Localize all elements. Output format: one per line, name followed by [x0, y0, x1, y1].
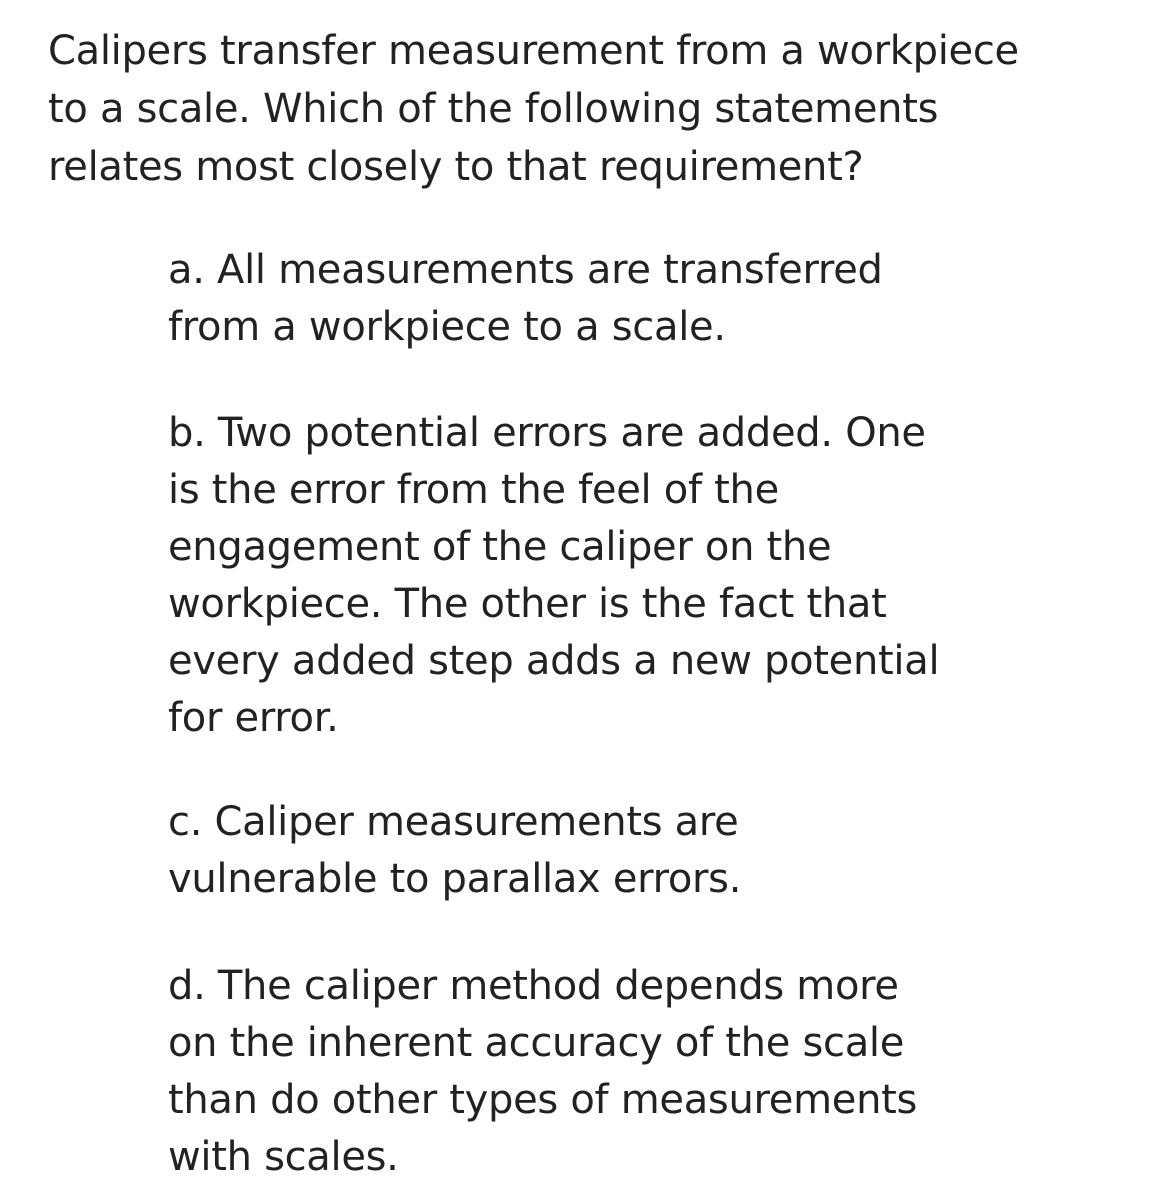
question-text	[48, 22, 1148, 196]
option-c-line: c. Caliper measurements are	[168, 799, 739, 845]
option-d-line: d. The caliper method depends more	[168, 963, 899, 1009]
question-line: Calipers transfer measurement from a workpiece	[48, 28, 1019, 74]
option-b-line: workpiece. The other is the fact that	[168, 581, 887, 627]
option-d[interactable]	[168, 958, 917, 1186]
option-b-line: for error.	[168, 695, 339, 741]
question-line: to a scale. Which of the following statements	[48, 86, 939, 132]
option-b-line: is the error from the feel of the	[168, 467, 779, 513]
option-d-line: on the inherent accuracy of the scale	[168, 1020, 905, 1066]
option-d-line: than do other types of measurements	[168, 1077, 918, 1123]
option-c[interactable]	[168, 794, 741, 908]
question-line: relates most closely to that requirement?	[48, 144, 864, 190]
option-a[interactable]	[168, 242, 883, 356]
option-a-line: a. All measurements are transferred	[168, 247, 883, 293]
option-b-line: b. Two potential errors are added. One	[168, 410, 926, 456]
option-b[interactable]	[168, 405, 939, 747]
option-d-line: with scales.	[168, 1134, 399, 1180]
option-b-line: engagement of the caliper on the	[168, 524, 832, 570]
option-b-line: every added step adds a new potential	[168, 638, 940, 684]
option-c-line: vulnerable to parallax errors.	[168, 856, 742, 902]
option-a-line: from a workpiece to a scale.	[168, 304, 726, 350]
